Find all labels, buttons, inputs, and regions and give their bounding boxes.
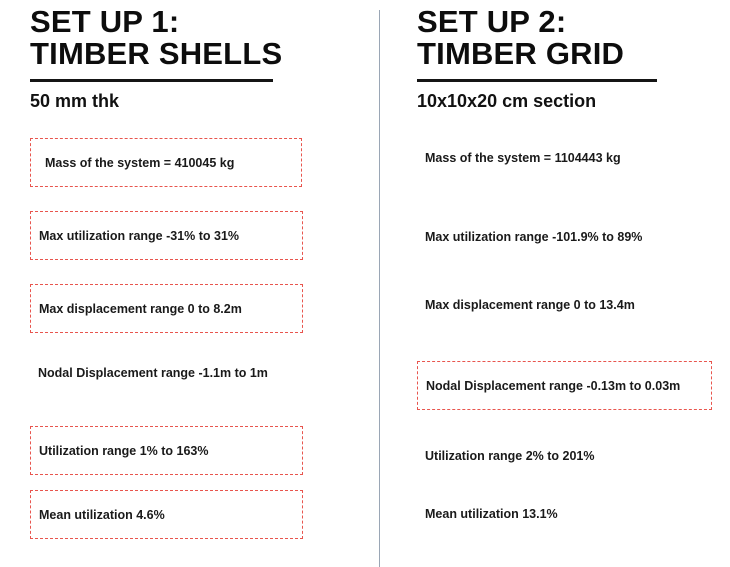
setup-2-title-rule [417, 79, 657, 82]
setup-2-max-utilization-stat: Max utilization range -101.9% to 89% [425, 229, 643, 244]
setup-2-title [417, 6, 624, 70]
setup-1-max-displacement-stat: Max displacement range 0 to 8.2m [30, 284, 303, 333]
setup-1-nodal-displacement-stat: Nodal Displacement range -1.1m to 1m [38, 365, 268, 380]
setup-2-mean-utilization-stat: Mean utilization 13.1% [425, 506, 558, 521]
setup-1-title [30, 6, 282, 70]
setup-2-max-displacement-stat: Max displacement range 0 to 13.4m [425, 297, 635, 312]
setup-1-mean-utilization-stat: Mean utilization 4.6% [30, 490, 303, 539]
setup-2-nodal-displacement-stat: Nodal Displacement range -0.13m to 0.03m [417, 361, 712, 410]
setup-1-title-line-1: SET UP 1: [30, 4, 180, 39]
setup-1-title-rule [30, 79, 273, 82]
setup-2-subtitle: 10x10x20 cm section [417, 91, 597, 111]
setup-2-title-line-2: TIMBER GRID [417, 36, 625, 71]
setup-1-subtitle: 50 mm thk [30, 91, 120, 111]
setup-2-utilization-range-stat: Utilization range 2% to 201% [425, 448, 595, 463]
setup-1-utilization-range-stat: Utilization range 1% to 163% [30, 426, 303, 475]
column-divider [379, 10, 380, 567]
setup-1-max-utilization-stat: Max utilization range -31% to 31% [30, 211, 303, 260]
setup-1-title-line-2: TIMBER SHELLS [30, 36, 283, 71]
setup-2-mass-stat: Mass of the system = 1104443 kg [425, 150, 621, 165]
setup-1-mass-stat: Mass of the system = 410045 kg [30, 138, 302, 187]
setup-2-title-line-1: SET UP 2: [417, 4, 567, 39]
